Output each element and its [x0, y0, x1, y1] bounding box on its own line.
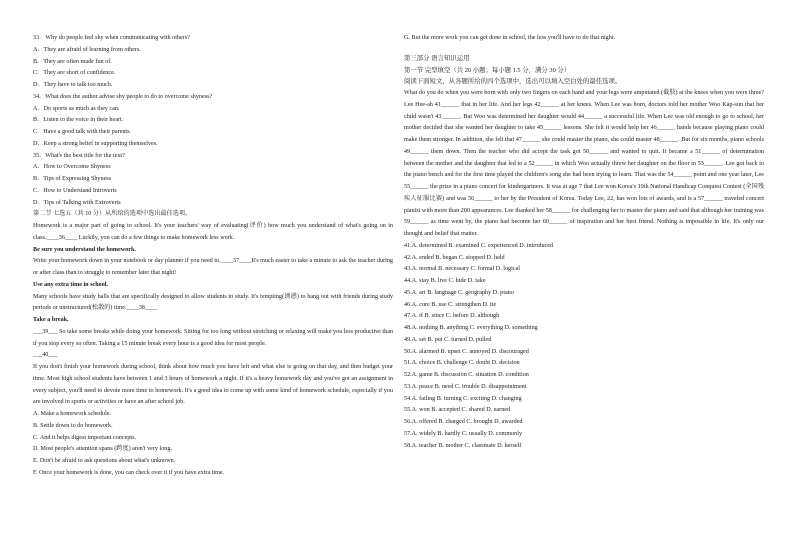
text-line: If you don't finish your homework during school, think about how much you have left and what else is going on that day, and then budget your time. Most high school students have between 1 and 3 hours of homework a night. If it's a heavy homework day and you've got an assignment in every subject, you'll need to devote more time to homework. It's a good idea to come up with some kind of homework schedule, especially if you are involved in sports or activities or have an after school job. — [33, 364, 393, 406]
text-line: C．How to Understand Introverts — [33, 187, 117, 194]
option-row: 46.A. cure B. use C. strengthen D. tie — [404, 301, 497, 308]
text-line: D．Tips of Talking with Extroverts — [33, 199, 121, 206]
text-line: D. Most people's attention spans (跨度) aren't very long. — [33, 446, 172, 453]
text-line: D．Keep a strong belief in supporting themselves. — [33, 140, 158, 147]
left-column — [33, 33, 393, 480]
text-line: 35．What's the best title for the text? — [33, 152, 125, 159]
text-line: C. And it helps digest important concepts. — [33, 434, 137, 441]
text-line: 第二节 七选五（共 10 分）从所给的选项中选出最佳选项。 — [33, 211, 192, 218]
option-row: 52.A. game B. discussion C. situation D. condition — [404, 372, 529, 378]
option-row: 42.A. ended B. began C. stopped D. held — [404, 254, 505, 261]
text-line: C．Have a good talk with their parents. — [33, 129, 132, 135]
text-line: 34．What does the author advise shy people to do to overcome shyness? — [33, 93, 213, 100]
subsection-title: 第一节 完型填空（共 20 小题；每小题 1.5 分，满分 30 分） — [404, 66, 571, 74]
option-row: 41.A. determined B. examined C. experienced D. introduced — [404, 242, 554, 249]
option-list — [404, 241, 764, 453]
text-line: Many schools have study halls that are specifically designed to allow students to study. It's tempting(诱惑) to hang out with friends during study periods or unstructured(松散的) time.____38____ — [33, 293, 393, 312]
text-line: B．Listen to the voice in their heart. — [33, 117, 124, 124]
option-row: 44.A. stay B. live C. hide D. take — [404, 278, 486, 284]
option-row: 56.A. offered B. charged C. brought D. awarded — [404, 419, 523, 425]
text-line: D．They have to talk too much. — [33, 82, 113, 88]
instructions: 阅读下面短文，从各题所给的四个选项中，选出可以填入空白处的最佳选项。 — [404, 78, 622, 86]
text-line: 33．Why do people feel shy when communicating with others? — [33, 35, 190, 41]
section-heading: Use any extra time in school. — [33, 281, 109, 288]
option-row: 43.A. normal B. necessary C. formal D. logical — [404, 266, 520, 273]
option-g: G. But the more work you can get done in school, the less you'll have to do that night. — [404, 35, 616, 41]
option-row: 50.A. alarmed B. upset C. annoyed D. discouraged — [404, 348, 529, 355]
text-line: Write your homework down in your notebook or day planner if you need to.____37____It's much easier to take a minute to ask the teacher during or after class than to struggle to remember later that night! — [33, 258, 393, 276]
text-line: A. Make a homework schedule. — [33, 411, 112, 417]
text-line: A．They are afraid of learning from others. — [33, 46, 141, 53]
text-line: F. Once your homework is done, you can check over it if you have extra time. — [33, 469, 225, 476]
text-line: C．They are short of confidence. — [33, 70, 116, 77]
right-column — [404, 33, 764, 452]
option-row: 45.A. art B. language C. geography D. piano — [404, 289, 514, 296]
option-row: 54.A. failing B. turning C. exciting D. changing — [404, 395, 522, 402]
text-line: A．How to Overcome Shyness — [33, 164, 111, 171]
option-row: 48.A. nothing B. anything C. everything D. something — [404, 325, 538, 331]
cloze-passage: What do you do when you were born with only two fingers on each hand and your legs were amputated (截肢) at the knees when you were three? Lee Hee-ah 41______ that in her life. And her legs 42______ at her knees. When Lee was born, doctors told her mother Woo Kap-sun that her child wasn't 43______. But Woo was determined her daughter would 44______ a successful life. When Lee was old enough to go to school, her mother decided that she wanted her daughter to take 45______ lessons. She felt it would help her 46______ hands because playing piano could make them stronger. In addition, she felt that 47______ she could master the piano, she could master 48______. But for six months, piano schools 49______ them down. Then the teacher who did accept the task got 50______ and wanted to quit. It became a 51______ of determination between the mother and the daughter that led to a 52______ in which Woo actually threw her daughter on the floor in 53______. Lee got back to the piano bench and for the first time played the children's song she had been trying to learn. That was the 54______ point and one year later, Lee 55______ the prize in a piano concert for kindergartners. It was at age 7 that Lee won Korea's 19th National Handicap Conquest Contest (全国残疾人征服比赛) and was 56______ to her by the President of Korea. Today Lee, 22, has won lots of awards, and is a 57______ traveled concert pianist with more than 200 appearances. Lee thanked her 58______ for challenging her to master the piano and said that although her training was 59______ as time went by, the piano had become her 60______ of inspiration and her best friend. Nothing is impossible in life. It's only our thought and belief that matter. — [404, 90, 764, 237]
text-line: B. Settle down to do homework. — [33, 422, 113, 429]
section-heading: Be sure you understand the homework. — [33, 246, 136, 253]
option-row: 57.A. widely B. hardly C. usually D. commonly — [404, 430, 523, 437]
text-line: B．Tips of Expressing Shyness — [33, 176, 112, 182]
option-row: 47.A. if B. since C. before D. although — [404, 313, 500, 320]
section-title: 第三部分 语言知识运用 — [404, 54, 470, 62]
option-row: 58.A. teacher B. mother C. classmate D. herself — [404, 442, 522, 449]
text-line: ___39___ So take some breaks while doing your homework. Sitting for too long without stretching or relaxing will make you less productive than if you stop every so often. Taking a 15 minute break every hour is a good idea for most people. — [33, 328, 393, 347]
text-line: B．They are often made fun of. — [33, 58, 112, 65]
option-row: 49.A. set B. put C. turned D. pulled — [404, 336, 492, 343]
section-heading: Take a break. — [33, 317, 69, 323]
text-line: ___40___ — [33, 352, 58, 359]
option-row: 55.A. won B. accepted C. shared D. earned — [404, 407, 511, 414]
text-line: A．Do sports as much as they can. — [33, 105, 120, 112]
option-row: 53.A. peace B. need C. trouble D. disappointment — [404, 383, 527, 390]
option-row: 51.A. choice B. challenge C. doubt D. decision — [404, 360, 520, 367]
text-line: E. Don't be afraid to ask questions about what's unknown. — [33, 458, 176, 464]
text-line: Homework is a major part of going to school. It's your teachers' way of evaluating(评价) how much you understand of what's going on in class.____36____ Luckily, you can do a few things to make homework less work. — [33, 223, 393, 241]
